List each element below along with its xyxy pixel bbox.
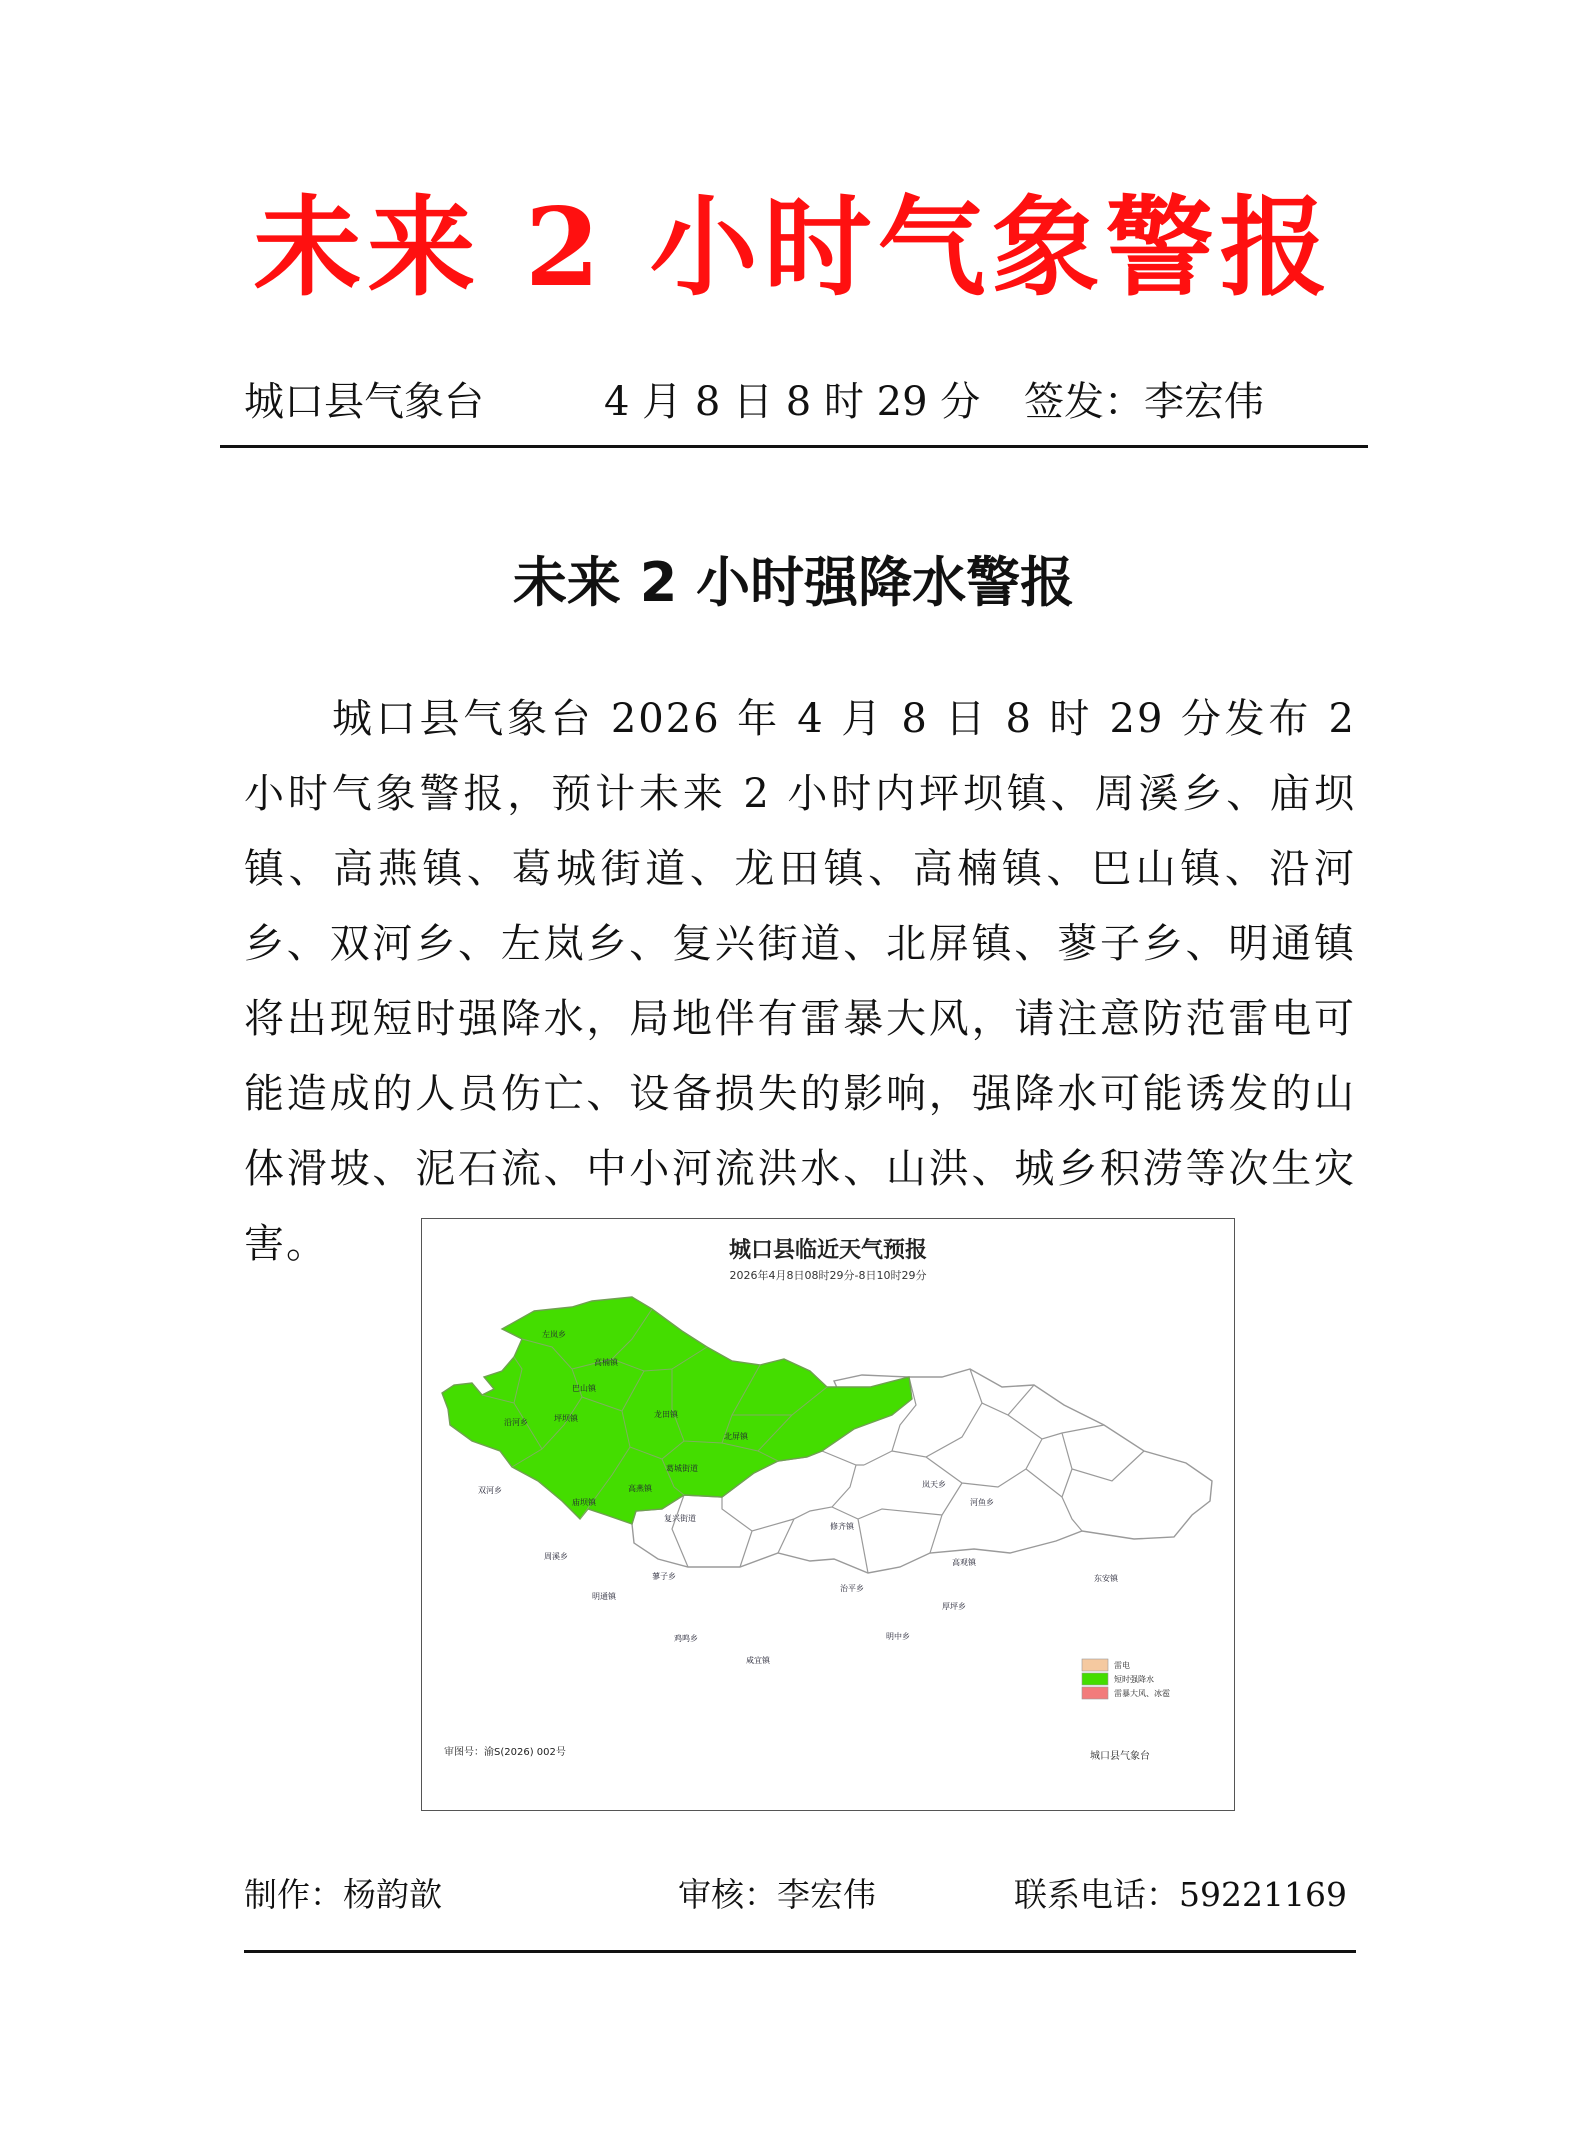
map-approval-number: 审图号：渝S(2026) 002号 [444,1747,566,1758]
header-divider [220,445,1368,448]
issuer-name: 城口县气象台 [244,379,484,425]
legend-label: 短时强降水 [1114,1675,1154,1684]
town-label: 修齐镇 [830,1522,854,1531]
town-label: 治平乡 [840,1584,864,1593]
maker: 制作：杨韵歆 [244,1875,442,1914]
legend-swatch-storm [1082,1687,1108,1699]
town-label: 坪坝镇 [554,1414,578,1423]
signer: 签发：李宏伟 [1024,379,1264,425]
map-legend [1082,1659,1170,1699]
bulletin-body: 城口县气象台 2026 年 4 月 8 日 8 时 29 分发布 2 小时气象警报，预计未来 2 小时内坪坝镇、周溪乡、庙坝镇、高燕镇、葛城街道、龙田镇、高楠镇、巴山镇、沿河乡、双河乡、左岚乡、复兴街道、北屏镇、蓼子乡、明通镇将出现短时强降水，局地伴有雷暴大风，请注意防范雷电可能造成的人员伤亡、设备损失的影响，强降水可能诱发的山体滑坡、泥石流、中小河流洪水、山洪、城乡积涝等次生灾害。 [244,696,1356,1267]
town-label: 咸宜镇 [746,1656,770,1665]
reviewer: 审核：李宏伟 [678,1875,876,1914]
town-label: 龙田镇 [654,1410,678,1419]
town-label: 周溪乡 [544,1552,568,1561]
map-agency: 城口县气象台 [1090,1751,1150,1762]
town-label: 蓼子乡 [652,1572,676,1581]
footer-divider [244,1950,1356,1953]
legend-label: 雷暴大风、冰雹 [1114,1689,1170,1698]
legend-swatch-heavy-rain [1082,1673,1108,1685]
town-label: 北屏镇 [724,1432,748,1441]
town-label: 庙坝镇 [572,1498,596,1507]
town-label: 左岚乡 [542,1330,566,1339]
legend-swatch-thunder [1082,1659,1108,1671]
map-period: 2026年4月8日08时29分-8日10时29分 [729,1269,927,1282]
town-label: 巴山镇 [572,1384,596,1393]
legend-label: 雷电 [1114,1661,1130,1670]
issue-time: 4 月 8 日 8 时 29 分 [604,379,981,425]
town-label: 沿河乡 [504,1418,528,1427]
town-label: 鸡鸣乡 [674,1634,698,1643]
alert-main-title: 未来 2 小时气象警报 [253,185,1334,311]
town-label: 双河乡 [478,1486,502,1495]
contact-phone: 联系电话：59221169 [1014,1875,1347,1914]
town-label: 东安镇 [1094,1574,1118,1583]
town-label: 明通镇 [592,1592,616,1601]
town-label: 厚坪乡 [942,1602,966,1611]
town-label: 高燕镇 [628,1484,652,1493]
town-label: 复兴街道 [664,1514,696,1523]
town-label: 高观镇 [952,1558,976,1567]
town-label: 葛城街道 [666,1464,698,1473]
town-label: 河鱼乡 [970,1498,994,1507]
forecast-map [421,1218,1235,1811]
bulletin-title: 未来 2 小时强降水警报 [512,551,1075,614]
town-label: 明中乡 [886,1632,910,1641]
town-label: 高楠镇 [594,1358,618,1367]
map-title: 城口县临近天气预报 [728,1237,928,1263]
town-label: 岚天乡 [922,1480,946,1489]
